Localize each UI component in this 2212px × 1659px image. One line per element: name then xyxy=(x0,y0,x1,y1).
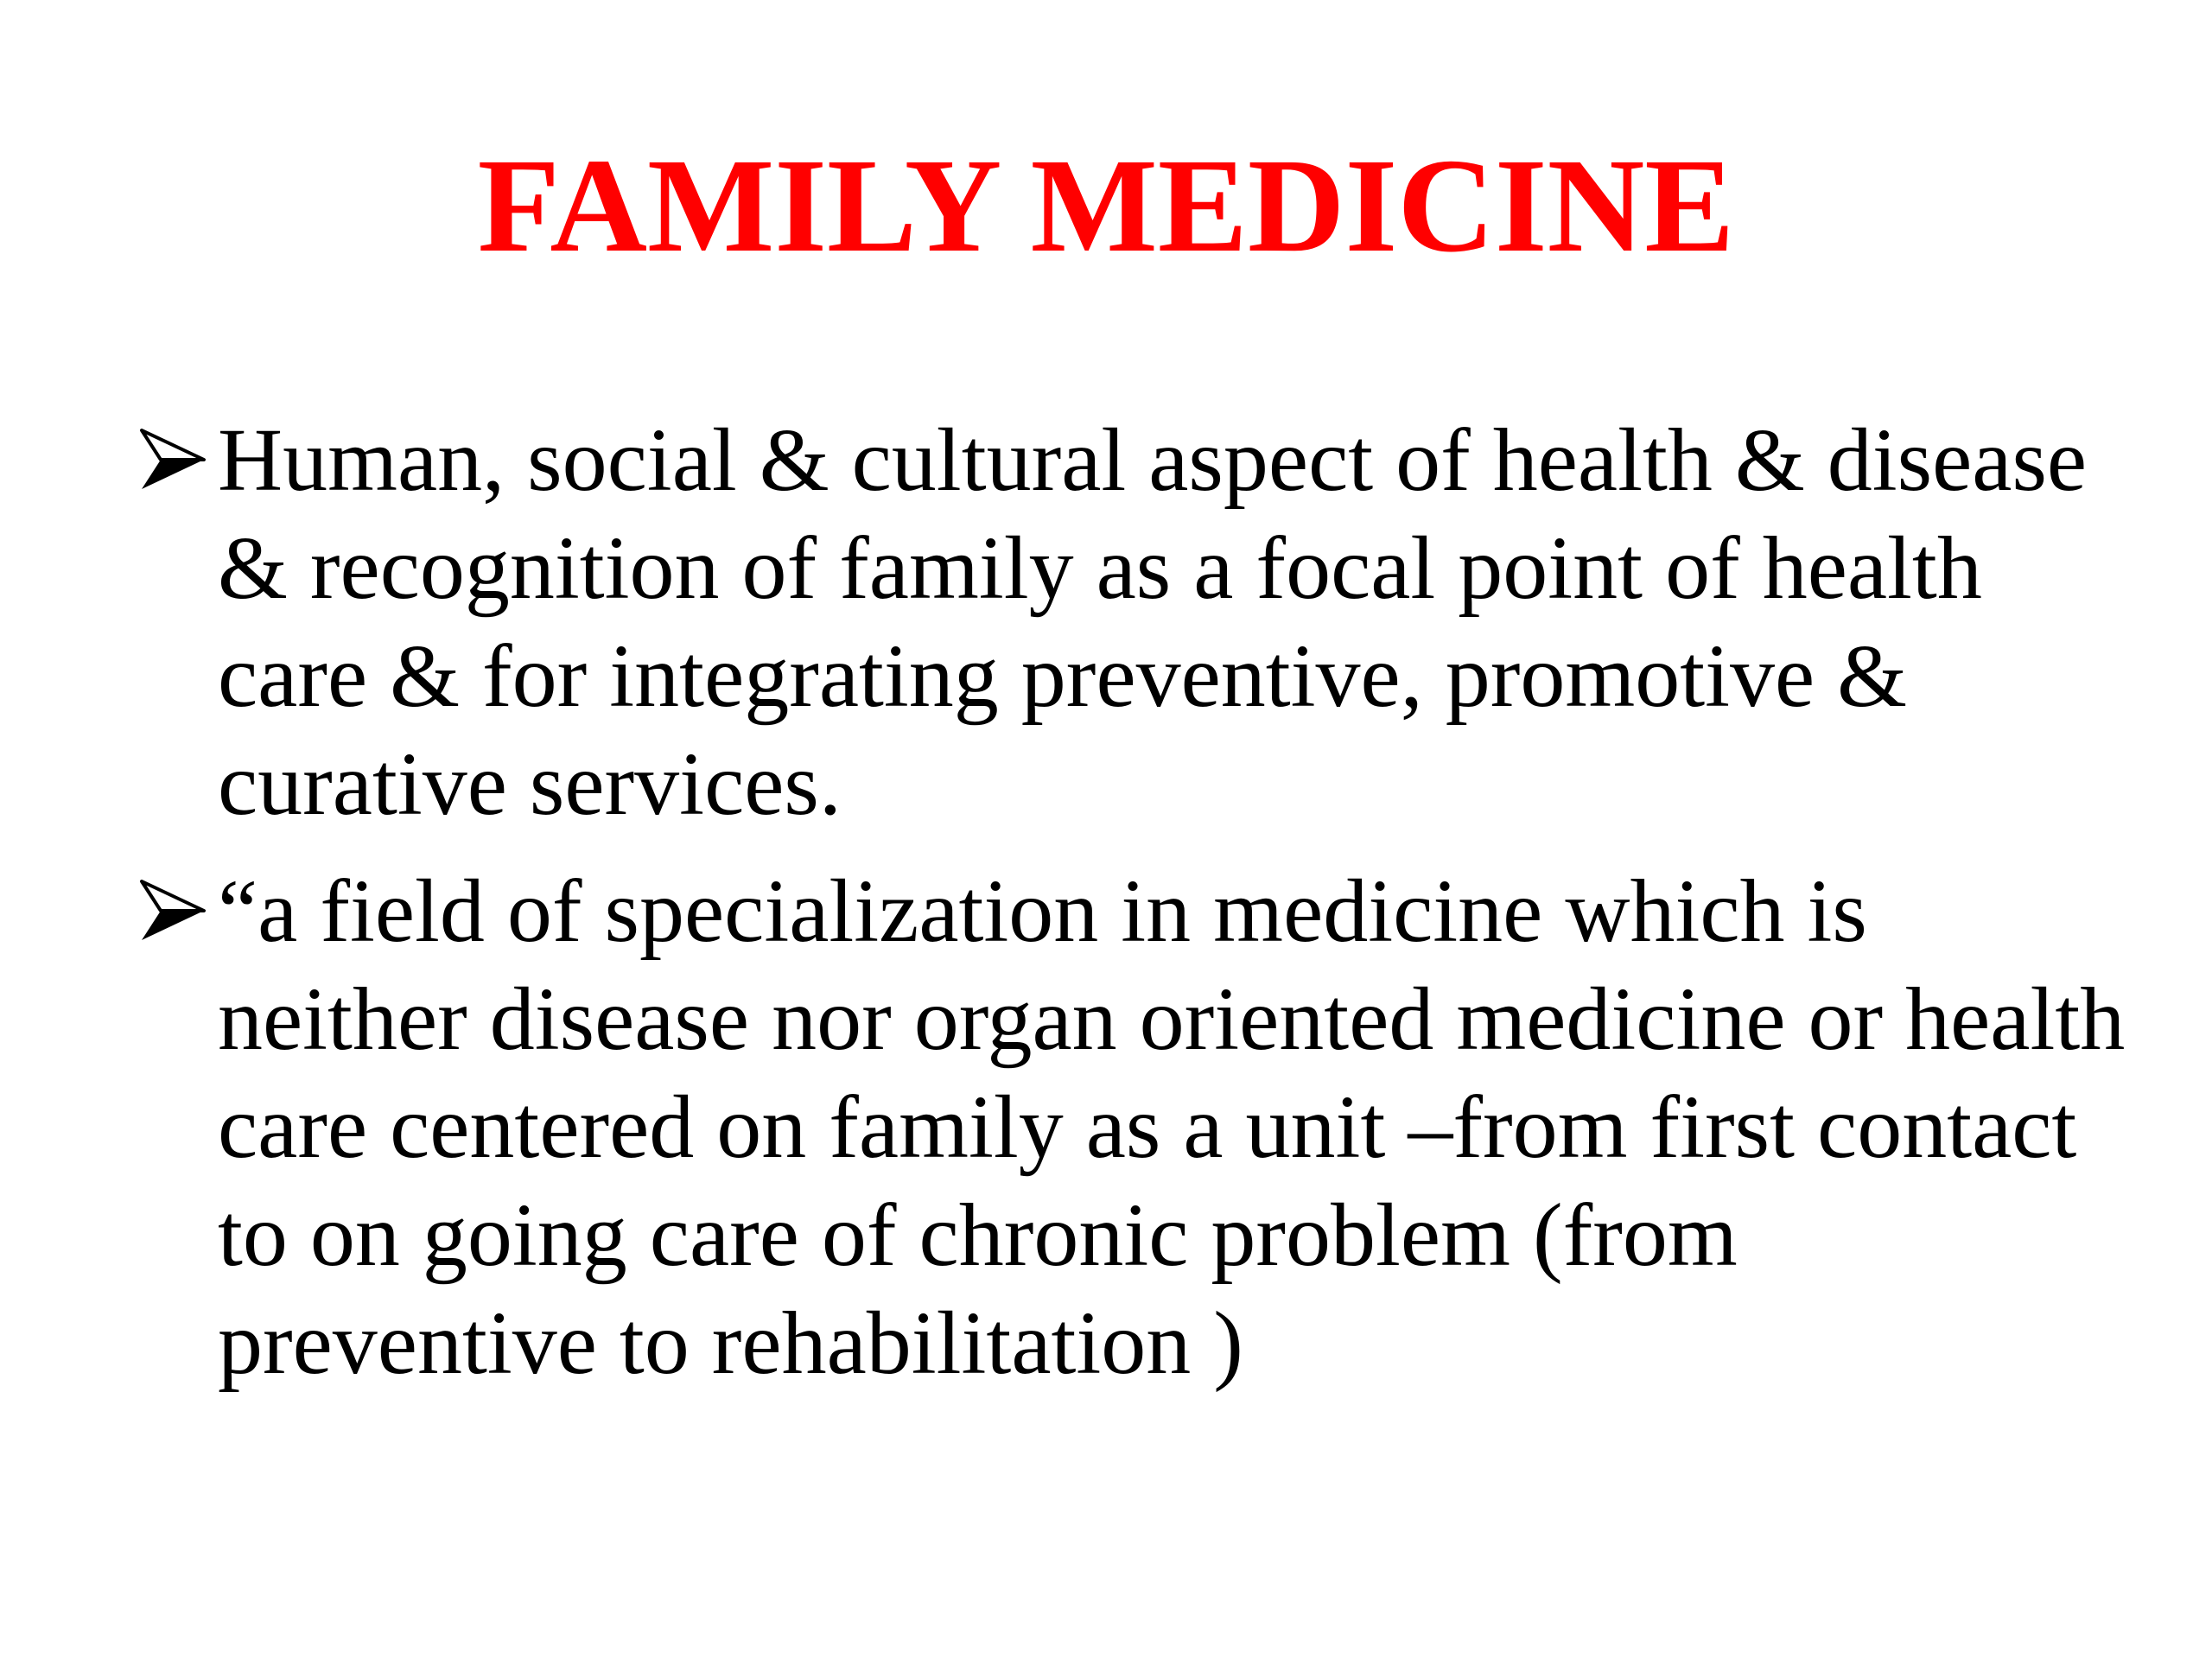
arrowhead-bullet-icon xyxy=(138,425,207,494)
bullet-text: Human, social & cultural aspect of health & disease & recognition of family as a focal point of health care & for integrating preventive, promotive & curative services. xyxy=(218,410,2088,834)
list-item xyxy=(138,406,2126,838)
slide-title: FAMILY MEDICINE xyxy=(477,130,1735,280)
arrowhead-bullet-icon xyxy=(138,876,207,945)
bullet-list xyxy=(138,406,2126,1416)
list-item xyxy=(138,857,2126,1397)
bullet-text: “a field of specialization in medicine which is neither disease nor organ oriented medicine or health care centered on family as a unit –from first contact to on going care of chronic problem (from preventive to rehabilitation ) xyxy=(218,861,2126,1393)
